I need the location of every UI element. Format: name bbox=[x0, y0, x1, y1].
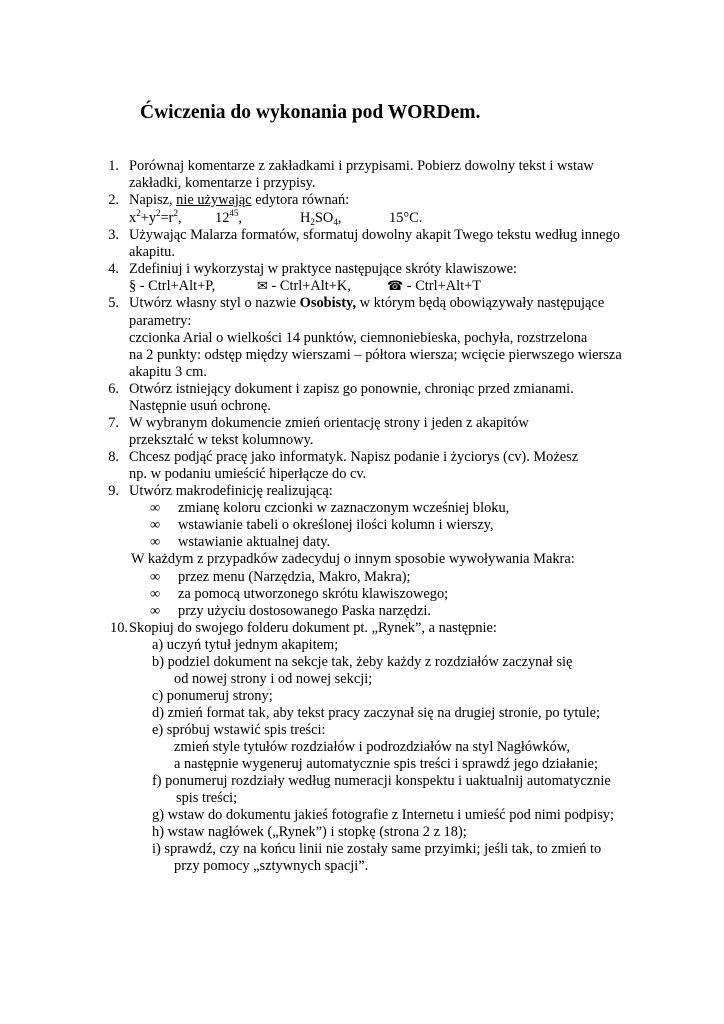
item-9-line: W każdym z przypadków zadecyduj o innym sposobie wywoływania Makra: bbox=[131, 551, 575, 567]
item-number: 2. bbox=[108, 192, 119, 208]
sub-item: g) wstaw do dokumentu jakieś fotografie z Internetu i umieść pod nimi podpisy; bbox=[152, 807, 615, 823]
item-2-text: edytora równań: bbox=[251, 192, 350, 208]
item-3-line: akapitu. bbox=[129, 244, 175, 260]
item-9-line: Utwórz makrodefinicję realizującą: bbox=[129, 483, 333, 499]
item-6-line: Następnie usuń ochronę. bbox=[129, 398, 271, 414]
item-5-line: akapitu 3 cm. bbox=[129, 364, 207, 380]
list-item: ∞ wstawianie aktualnej daty. bbox=[150, 534, 331, 550]
item-8-line: Chcesz podjąć pracę jako informatyk. Napisz podanie i życiorys (cv). Możesz bbox=[129, 449, 579, 465]
list-item: ∞ zmianę koloru czcionki w zaznaczonym wcześniej bloku, bbox=[150, 500, 510, 516]
item-7-line: W wybranym dokumencie zmień orientację strony i jeden z akapitów bbox=[129, 415, 529, 431]
telephone-icon: ☎ bbox=[387, 279, 404, 294]
item-2-line bbox=[129, 192, 349, 209]
list-item: ∞ przy użyciu dostosowanego Paska narzędzi. bbox=[150, 603, 431, 619]
shortcut-mail: ✉ - Ctrl+Alt+K, bbox=[257, 278, 351, 294]
shortcut-paragraph: § - Ctrl+Alt+P, bbox=[129, 278, 216, 294]
equation-3: $H_2SO_4$, bbox=[300, 210, 342, 227]
item-number: 5. bbox=[108, 295, 119, 311]
item-number: 8. bbox=[108, 449, 119, 465]
sub-item: a) uczyń tytuł jednym akapitem; bbox=[152, 637, 339, 653]
item-2-text: Napisz, bbox=[129, 192, 177, 208]
item-5-line: parametry: bbox=[129, 313, 192, 329]
sub-item: h) wstaw nagłówek („Rynek”) i stopkę (strona 2 z 18); bbox=[152, 824, 467, 840]
item-5-line: na 2 punkty: odstęp między wierszami – półtora wiersza; wcięcie pierwszego wiersza bbox=[129, 347, 622, 363]
item-8-line: np. w podaniu umieścić hiperłącze do cv. bbox=[129, 466, 367, 482]
sub-item: a następnie wygeneruj automatycznie spis treści i sprawdź jego działanie; bbox=[174, 756, 598, 772]
infinity-bullet-icon: ∞ bbox=[150, 586, 161, 602]
item-number: 10. bbox=[110, 620, 128, 636]
infinity-bullet-icon: ∞ bbox=[150, 569, 161, 585]
equation-1: $x^2+y^2=r^2$, bbox=[129, 208, 182, 226]
item-3-line: Używając Malarza formatów, sformatuj dowolny akapit Twego tekstu według innego bbox=[129, 227, 620, 243]
item-number: 1. bbox=[108, 158, 119, 174]
sub-item: od nowej strony i od nowej sekcji; bbox=[174, 671, 373, 687]
equation-4: 15°C. bbox=[389, 210, 423, 226]
item-1-line: Porównaj komentarze z zakładkami i przypisami. Pobierz dowolny tekst i wstaw bbox=[129, 158, 594, 174]
item-number: 4. bbox=[108, 261, 119, 277]
item-1-line: zakładki, komentarze i przypisy. bbox=[129, 175, 316, 191]
item-5-line: Utwórz własny styl o nazwie Osobisty, w którym będą obowiązywały następujące bbox=[129, 295, 605, 311]
item-6-line: Otwórz istniejący dokument i zapisz go ponownie, chroniąc przed zmianami. bbox=[129, 381, 574, 397]
sub-item: c) ponumeruj strony; bbox=[152, 688, 273, 704]
list-item: ∞ za pomocą utworzonego skrótu klawiszowego; bbox=[150, 586, 449, 602]
list-item: ∞ wstawianie tabeli o określonej ilości kolumn i wierszy, bbox=[150, 517, 494, 533]
sub-item: spis treści; bbox=[176, 790, 238, 806]
infinity-bullet-icon: ∞ bbox=[150, 517, 161, 533]
item-number: 9. bbox=[108, 483, 119, 499]
sub-item: d) zmień format tak, aby tekst pracy zaczynał się na drugiej stronie, po tytule; bbox=[152, 705, 600, 721]
equation-2: $12^{45}$, bbox=[215, 208, 242, 226]
sub-item: f) ponumeruj rozdziały według numeracji konspektu i uaktualnij automatycznie bbox=[152, 773, 611, 789]
shortcut-phone: ☎ - Ctrl+Alt+T bbox=[387, 278, 481, 294]
sub-item: przy pomocy „sztywnych spacji”. bbox=[174, 858, 369, 874]
envelope-icon: ✉ bbox=[257, 279, 268, 294]
style-name: Osobisty, bbox=[299, 295, 357, 311]
list-item: ∞ przez menu (Narzędzia, Makro, Makra); bbox=[150, 569, 411, 585]
item-7-line: przekształć w tekst kolumnowy. bbox=[129, 432, 314, 448]
document-title: Ćwiczenia do wykonania pod WORDem. bbox=[140, 102, 481, 123]
item-number: 6. bbox=[108, 381, 119, 397]
infinity-bullet-icon: ∞ bbox=[150, 603, 161, 619]
infinity-bullet-icon: ∞ bbox=[150, 500, 161, 516]
item-4-line: Zdefiniuj i wykorzystaj w praktyce następujące skróty klawiszowe: bbox=[129, 261, 518, 277]
sub-item: zmień style tytułów rozdziałów i podrozdziałów na styl Nagłówków, bbox=[174, 739, 570, 755]
sub-item: e) spróbuj wstawić spis treści: bbox=[152, 722, 326, 738]
item-number: 7. bbox=[108, 415, 119, 431]
item-10-line: Skopiuj do swojego folderu dokument pt. „Rynek”, a następnie: bbox=[129, 620, 497, 636]
item-number: 3. bbox=[108, 227, 119, 243]
sub-item: i) sprawdź, czy na końcu linii nie zostały same przyimki; jeśli tak, to zmień to bbox=[152, 841, 602, 857]
item-2-underlined-text: nie używając bbox=[176, 192, 252, 208]
infinity-bullet-icon: ∞ bbox=[150, 534, 161, 550]
sub-item: b) podziel dokument na sekcje tak, żeby każdy z rozdziałów zaczynał się bbox=[152, 654, 573, 670]
item-5-line: czcionka Arial o wielkości 14 punktów, ciemnoniebieska, pochyła, rozstrzelona bbox=[129, 330, 588, 346]
